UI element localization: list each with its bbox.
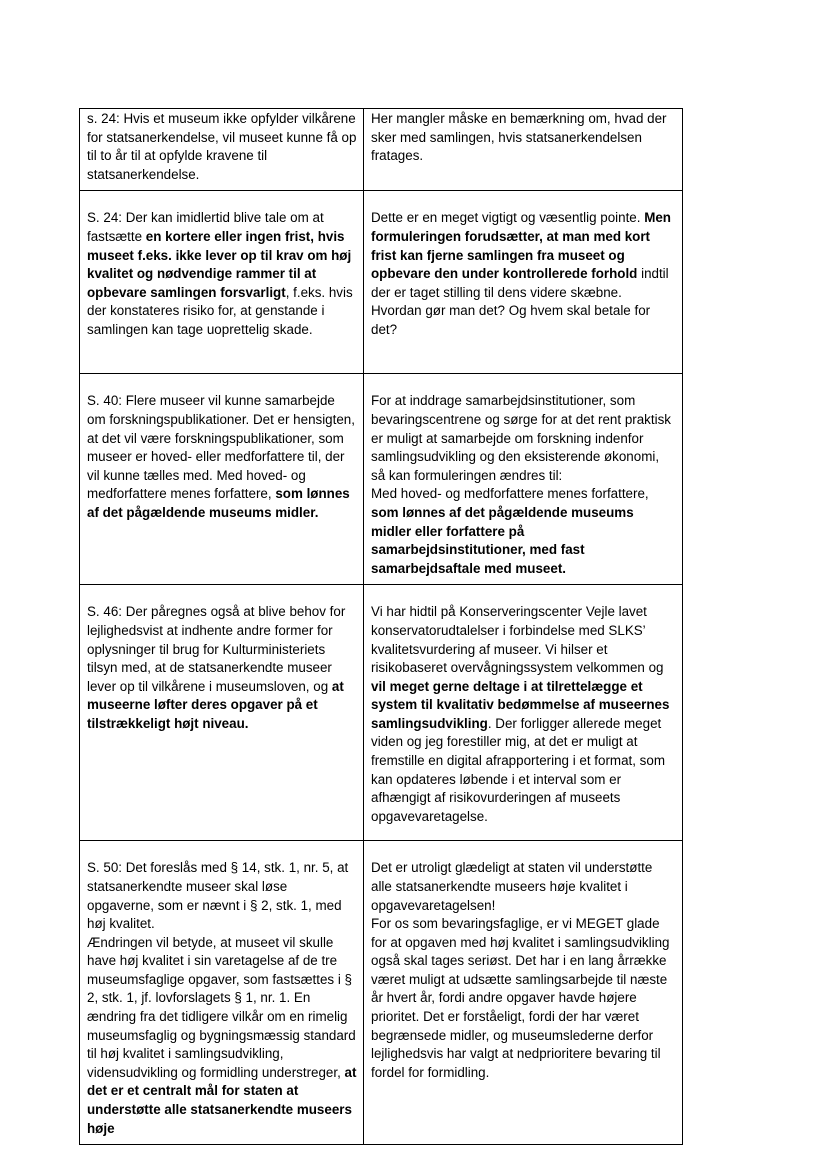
comment-text: Det er utroligt glædeligt at staten vil understøtte alle statsanerkendte museers høje kvalitet i opgavevaretagelsen! [371,860,653,913]
comment-text-bold: Men formuleringen forudsætter, at man med kort frist kan fjerne samlingen fra museet og opbevare den under kontrollerede forhold [371,210,671,282]
quote-text: Ændringen vil betyde, at museet vil skulle have høj kvalitet i sin varetagelse af de tre museumsfaglige opgaver, som fastsættes i § 2, stk. 1, jf. lovforslagets § 1, nr. 1. En ændring fra det tidligere vilkår om en rimelig museumsfaglig og bygningsmæssig standard til høj kvalitet i samlingsudvikling, vidensudvikling og formidling understreger, [87,934,356,1080]
comment-text: Vi har hidtil på Konserveringscenter Vejle lavet konservatorudtalelser i forbindelse med SLKS’ kvalitetsvurdering af museer. Vi hilser et risikobaseret overvågningssystem velkommen og [371,604,664,676]
comment-text-bold: som lønnes af det pågældende museums midler eller forfattere på samarbejdsinstitutioner, med fast samarbejdsaftale med museet. [371,504,634,576]
quote-cell [80,191,364,374]
quote-text: S. 40: Flere museer vil kunne samarbejde om forskningspublikationer. Det er hensigten, at det vil være forskningspublikationer, som museer er hoved- eller medforfattere til, der vil kunne tælles med. Med hoved- og medforfattere menes forfattere, [87,393,355,502]
table-row [80,109,683,191]
quote-text: , f.eks. hvis der konstateres risiko for, at genstande i samlingen kan tage uoprettelig skade. [87,284,353,337]
quote-text: S. 50: Det foreslås med § 14, stk. 1, nr. 5, at statsanerkendte museer skal løse opgaverne, som er nævnt i § 2, stk. 1, med høj kvalitet. [87,860,349,932]
comment-text: Dette er en meget vigtigt og væsentlig pointe. [371,210,645,226]
quote-text: S. 46: Der påregnes også at blive behov for lejlighedsvist at indhente andre former for oplysninger til brug for Kulturministeriets tilsyn med, at de statsanerkendte museer lever op til vilkårene i museumsloven, og [87,604,346,694]
quote-cell [80,374,364,585]
quote-text: s. 24: Hvis et museum ikke opfylder vilkårene for statsanerkendelse, vil museet kunne få op til to år til at opfylde kravene til statsanerkendelse. [87,111,357,182]
table-row [80,191,683,374]
comment-text: . Der forligger allerede meget viden og jeg forestiller mig, at det er muligt at fremstille en digital afrapportering i et format, som kan opdateres løbende i et interval som er afhængigt af risikovurderingen af museets opgavevaretagelse. [371,715,665,824]
comment-cell [364,585,683,841]
comment-cell [364,109,683,191]
quote-text-bold: som lønnes af det pågældende museums midler. [87,486,350,520]
comment-text-bold: vil meget gerne deltage i at tilrettelægge et system til kvalitativ bedømmelse af museernes samlingsudvikling [371,678,670,731]
quote-text-bold: at museerne løfter deres opgaver på et tilstrækkeligt højt niveau. [87,678,344,731]
quote-text-bold: at det er et centralt mål for staten at understøtte alle statsanerkendte museers høje [87,1064,357,1136]
table-row [80,841,683,1145]
quote-text: S. 24: Der kan imidlertid blive tale om at fastsætte [87,210,324,244]
comment-cell [364,841,683,1145]
comment-text: indtil der er taget stilling til dens videre skæbne. Hvordan gør man det? Og hvem skal betale for det? [371,266,669,337]
comment-text: Med hoved- og medforfattere menes forfattere, [371,486,649,502]
quote-cell [80,841,364,1145]
table-row [80,374,683,585]
quote-cell [80,109,364,191]
quote-text-bold: en kortere eller ingen frist, hvis museet f.eks. ikke lever op til krav om høj kvalitet og nødvendige rammer til at opbevare samlingen forsvarligt [87,228,352,300]
comment-text: For os som bevaringsfaglige, er vi MEGET glade for at opgaven med høj kvalitet i samlingsudvikling også skal tages seriøst. Det har i en lang årrække været muligt at udsætte samlingsarbejde til næste år hvert år, fordi andre opgaver havde højere prioritet. Det er forståeligt, fordi der har været begrænsede midler, og museumslederne derfor lejlighedsvis har valgt at nedprioritere bevaring til fordel for formidling. [371,916,670,1080]
table-row [80,585,683,841]
comment-text: Her mangler måske en bemærkning om, hvad der sker med samlingen, hvis statsanerkendelsen fratages. [371,111,667,164]
quote-cell [80,585,364,841]
comment-cell [364,374,683,585]
comments-table [79,108,683,1145]
comment-cell [364,191,683,374]
comment-text: For at inddrage samarbejdsinstitutioner, som bevaringscentrene og sørge for at det rent praktisk er muligt at samarbejde om forskning indenfor samlingsudvikling og den eksisterende økonomi, så kan formuleringen ændres til: [371,393,671,483]
